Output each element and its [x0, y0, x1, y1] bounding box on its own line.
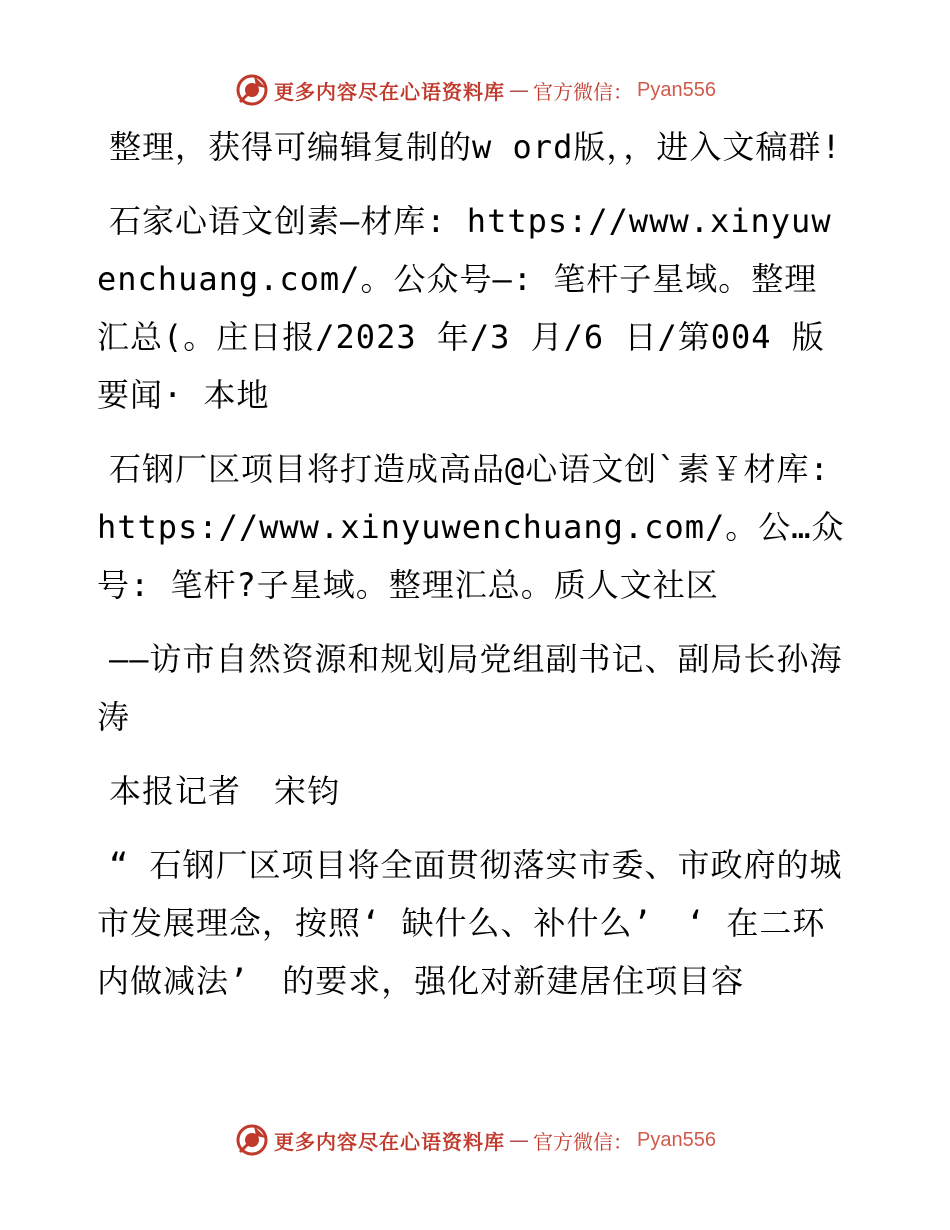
banner-separator: —: [509, 78, 530, 102]
banner-separator: —: [509, 1128, 530, 1152]
paragraph-headline: 石钢厂区项目将打造成高品@心语文创`素￥材库: https://www.xinyuwenchuang.com/。公…众号: 笔杆?子星域。整理汇总。质人文社区: [97, 450, 845, 604]
pen-logo-icon: [234, 72, 270, 108]
paragraph-body: “ 石钢厂区项目将全面贯彻落实市委、市政府的城市发展理念，按照‘ 缺什么、补什么’ ‘ 在二环内做减法’ 的要求，强化对新建居住项目容: [97, 846, 843, 1000]
paragraph-source-line: 石家心语文创素—材库: https://www.xinyuwenchuang.com/。公众号—: 笔杆子星域。整理汇总(。庄日报/2023 年/3 月/6 日/第004 版要闻· 本地: [97, 202, 832, 414]
banner-wechat-id: Pyan556: [637, 78, 716, 101]
banner-wechat-id: Pyan556: [637, 1128, 716, 1151]
banner-brand-text: 更多内容尽在心语资料库: [274, 79, 506, 104]
banner-wechat-label: 官方微信：: [533, 1129, 634, 1154]
banner-wechat-label: 官方微信：: [533, 79, 634, 104]
footer-banner: [0, 1120, 950, 1160]
pen-logo-icon: [234, 1122, 270, 1158]
paragraph-intro: 整理，获得可编辑复制的w ord版，，进入文稿群!: [109, 128, 842, 166]
paragraph-subheadline: ——访市自然资源和规划局党组副书记、副局长孙海涛: [97, 640, 843, 736]
header-banner: [0, 70, 950, 110]
paragraph-byline: 本报记者 宋钧: [109, 772, 341, 810]
document-body: [97, 118, 847, 1026]
banner-brand-text: 更多内容尽在心语资料库: [274, 1129, 506, 1154]
